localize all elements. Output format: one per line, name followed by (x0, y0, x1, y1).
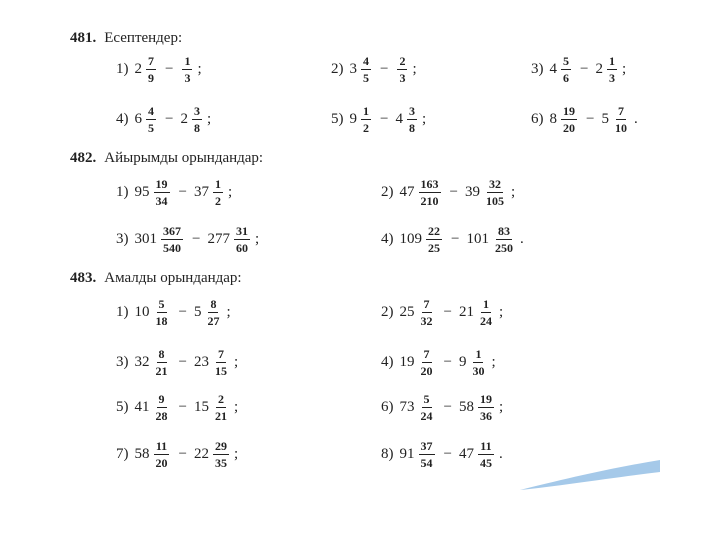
second-fraction (192, 105, 202, 134)
first-whole: 301 (134, 231, 157, 247)
second-whole: 2 (595, 61, 603, 77)
item-index: 6) (531, 111, 544, 127)
item-index: 1) (116, 304, 129, 320)
numerator: 163 (420, 177, 439, 191)
item-index: 3) (116, 231, 129, 247)
first-fraction (419, 178, 441, 207)
separator: . (498, 446, 503, 462)
problem-title: Есептендер: (104, 30, 183, 46)
first-fraction (561, 105, 577, 134)
numerator: 367 (163, 224, 181, 238)
item-index: 5) (116, 399, 129, 415)
operator: − (380, 61, 389, 77)
item-index: 3) (531, 61, 544, 77)
first-fraction (154, 348, 170, 377)
separator: ; (491, 354, 496, 370)
denominator: 8 (408, 121, 415, 135)
denominator: 30 (472, 364, 485, 378)
second-whole: 5 (193, 304, 202, 320)
first-whole: 4 (549, 61, 557, 77)
operator: − (178, 304, 187, 320)
denominator: 9 (148, 71, 154, 85)
exercise-item (116, 105, 211, 134)
first-fraction (161, 225, 183, 254)
denominator: 24 (479, 314, 492, 328)
second-fraction (397, 55, 407, 84)
second-fraction (478, 393, 494, 422)
separator: ; (498, 399, 504, 415)
second-whole: 47 (458, 446, 474, 462)
denominator: 250 (494, 241, 513, 255)
numerator: 8 (210, 297, 217, 311)
second-whole: 4 (395, 111, 403, 127)
numerator: 31 (235, 224, 248, 238)
denominator: 20 (563, 121, 575, 135)
first-fraction (426, 225, 442, 254)
problem-title: Айырымды орындандар: (104, 150, 264, 166)
denominator: 25 (428, 241, 440, 255)
denominator: 60 (235, 241, 248, 255)
second-fraction (470, 348, 486, 377)
first-whole: 10 (134, 304, 150, 320)
second-fraction (182, 55, 192, 84)
numerator: 7 (423, 347, 430, 361)
item-index: 6) (381, 399, 394, 415)
denominator: 20 (155, 456, 168, 470)
denominator: 540 (163, 241, 181, 255)
exercise-item (381, 298, 503, 327)
denominator: 32 (420, 314, 433, 328)
item-index: 1) (116, 184, 129, 200)
exercise-item (116, 348, 238, 377)
numerator: 1 (475, 347, 482, 361)
second-fraction (613, 105, 629, 134)
second-fraction (478, 298, 494, 327)
exercise-item (381, 440, 503, 469)
denominator: 21 (155, 364, 168, 378)
first-whole: 9 (349, 111, 357, 127)
item-index: 4) (116, 111, 129, 127)
second-fraction (213, 348, 229, 377)
exercise-item (116, 178, 232, 207)
denominator: 20 (420, 364, 433, 378)
numerator: 1 (608, 54, 615, 68)
first-whole: 95 (134, 184, 150, 200)
numerator: 9 (158, 392, 165, 406)
operator: − (178, 184, 187, 200)
first-whole: 19 (399, 354, 415, 370)
exercise-item (116, 55, 202, 84)
exercise-item (531, 55, 626, 84)
separator: . (519, 231, 524, 247)
exercise-item (381, 393, 503, 422)
separator: ; (233, 399, 239, 415)
first-whole: 8 (549, 111, 557, 127)
second-whole: 2 (180, 111, 188, 127)
first-fraction (154, 178, 170, 207)
problem-header (70, 30, 182, 47)
numerator: 32 (488, 177, 501, 191)
exercise-item (331, 55, 417, 84)
second-whole: 101 (466, 231, 489, 247)
operator: − (451, 231, 460, 247)
second-fraction (213, 440, 229, 469)
numerator: 7 (423, 297, 430, 311)
operator: − (178, 446, 187, 462)
item-index: 1) (116, 61, 129, 77)
operator: − (165, 111, 174, 127)
denominator: 10 (614, 121, 627, 135)
numerator: 8 (158, 347, 165, 361)
numerator: 5 (158, 297, 165, 311)
second-whole: 277 (207, 231, 230, 247)
denominator: 54 (420, 456, 433, 470)
exercise-item (116, 440, 238, 469)
operator: − (443, 354, 452, 370)
exercise-item (116, 298, 231, 327)
first-whole: 73 (399, 399, 415, 415)
numerator: 2 (399, 54, 406, 68)
operator: − (449, 184, 458, 200)
swoosh-shape (520, 460, 660, 490)
second-whole: 23 (193, 354, 209, 370)
denominator: 5 (363, 71, 369, 85)
separator: ; (226, 304, 231, 320)
numerator: 3 (408, 104, 415, 118)
problem-number: 483. (70, 270, 97, 286)
first-fraction (146, 105, 156, 134)
separator: ; (197, 61, 202, 77)
second-whole: 21 (458, 304, 474, 320)
first-whole: 109 (399, 231, 422, 247)
denominator: 45 (479, 456, 492, 470)
denominator: 18 (155, 314, 168, 328)
separator: ; (206, 111, 212, 127)
second-fraction (205, 298, 221, 327)
decorative-swoosh (510, 450, 660, 500)
numerator: 5 (423, 392, 430, 406)
second-fraction (607, 55, 617, 84)
denominator: 15 (214, 364, 227, 378)
separator: ; (233, 354, 239, 370)
second-fraction (213, 393, 229, 422)
numerator: 3 (193, 104, 200, 118)
exercise-item (116, 393, 238, 422)
exercise-item (116, 225, 259, 254)
exercise-sheet (70, 30, 650, 492)
first-fraction (154, 440, 170, 469)
first-fraction (419, 298, 435, 327)
denominator: 34 (155, 194, 168, 208)
numerator: 1 (184, 54, 191, 68)
problem-header (70, 150, 263, 167)
first-fraction (361, 105, 371, 134)
operator: − (178, 354, 187, 370)
item-index: 2) (331, 61, 344, 77)
numerator: 7 (148, 54, 154, 68)
operator: − (380, 111, 389, 127)
denominator: 3 (608, 71, 615, 85)
denominator: 24 (420, 409, 433, 423)
numerator: 19 (155, 177, 168, 191)
first-whole: 25 (399, 304, 415, 320)
separator: ; (621, 61, 627, 77)
numerator: 7 (617, 104, 624, 118)
numerator: 7 (217, 347, 224, 361)
operator: − (580, 61, 589, 77)
exercise-item (381, 348, 496, 377)
separator: . (633, 111, 638, 127)
item-index: 2) (381, 184, 394, 200)
numerator: 1 (482, 297, 489, 311)
denominator: 36 (479, 409, 492, 423)
problem-number: 481. (70, 30, 97, 46)
first-fraction (419, 440, 435, 469)
numerator: 11 (480, 439, 492, 453)
separator: ; (510, 184, 516, 200)
first-fraction (561, 55, 571, 84)
second-fraction (493, 225, 515, 254)
numerator: 11 (155, 439, 168, 453)
separator: ; (412, 61, 417, 77)
problem-title: Амалды орындандар: (104, 270, 242, 286)
first-whole: 6 (134, 111, 142, 127)
first-whole: 91 (399, 446, 415, 462)
denominator: 105 (485, 194, 504, 208)
first-whole: 2 (134, 61, 142, 77)
second-fraction (213, 178, 223, 207)
first-whole: 3 (349, 61, 357, 77)
second-fraction (234, 225, 250, 254)
first-fraction (361, 55, 371, 84)
first-fraction (146, 55, 156, 84)
numerator: 4 (363, 54, 369, 68)
operator: − (443, 446, 452, 462)
second-whole: 39 (464, 184, 480, 200)
denominator: 3 (399, 71, 406, 85)
exercise-item (331, 105, 426, 134)
second-whole: 22 (193, 446, 209, 462)
separator: ; (421, 111, 427, 127)
problem-number: 482. (70, 150, 97, 166)
first-fraction (419, 393, 435, 422)
second-whole: 15 (193, 399, 209, 415)
denominator: 28 (155, 409, 168, 423)
item-index: 3) (116, 354, 129, 370)
operator: − (443, 399, 452, 415)
separator: ; (254, 231, 260, 247)
numerator: 5 (563, 54, 569, 68)
numerator: 29 (214, 439, 227, 453)
operator: − (165, 61, 174, 77)
denominator: 5 (148, 121, 154, 135)
exercise-item (531, 105, 638, 134)
operator: − (586, 111, 595, 127)
first-whole: 58 (134, 446, 150, 462)
second-whole: 37 (193, 184, 209, 200)
item-index: 5) (331, 111, 344, 127)
operator: − (192, 231, 201, 247)
numerator: 19 (479, 392, 492, 406)
denominator: 8 (193, 121, 200, 135)
second-whole: 5 (601, 111, 609, 127)
numerator: 4 (148, 104, 154, 118)
first-whole: 47 (399, 184, 415, 200)
numerator: 37 (420, 439, 433, 453)
second-whole: 9 (458, 354, 467, 370)
first-fraction (419, 348, 435, 377)
operator: − (178, 399, 187, 415)
second-fraction (484, 178, 506, 207)
denominator: 2 (363, 121, 369, 135)
numerator: 22 (428, 224, 440, 238)
numerator: 19 (563, 104, 575, 118)
problem-header (70, 270, 242, 287)
item-index: 2) (381, 304, 394, 320)
item-index: 4) (381, 354, 394, 370)
first-whole: 32 (134, 354, 150, 370)
second-whole: 58 (458, 399, 474, 415)
numerator: 83 (497, 224, 510, 238)
item-index: 7) (116, 446, 129, 462)
denominator: 21 (214, 409, 227, 423)
denominator: 27 (207, 314, 220, 328)
separator: ; (233, 446, 239, 462)
denominator: 6 (563, 71, 569, 85)
denominator: 3 (184, 71, 191, 85)
second-fraction (478, 440, 494, 469)
denominator: 35 (214, 456, 227, 470)
separator: ; (227, 184, 233, 200)
denominator: 210 (420, 194, 439, 208)
item-index: 4) (381, 231, 394, 247)
exercise-item (381, 178, 515, 207)
item-index: 8) (381, 446, 394, 462)
denominator: 2 (214, 194, 221, 208)
numerator: 1 (214, 177, 221, 191)
separator: ; (498, 304, 504, 320)
first-whole: 41 (134, 399, 150, 415)
operator: − (443, 304, 452, 320)
second-fraction (407, 105, 417, 134)
numerator: 2 (217, 392, 224, 406)
numerator: 1 (363, 104, 369, 118)
exercise-item (381, 225, 524, 254)
first-fraction (154, 393, 170, 422)
first-fraction (154, 298, 170, 327)
